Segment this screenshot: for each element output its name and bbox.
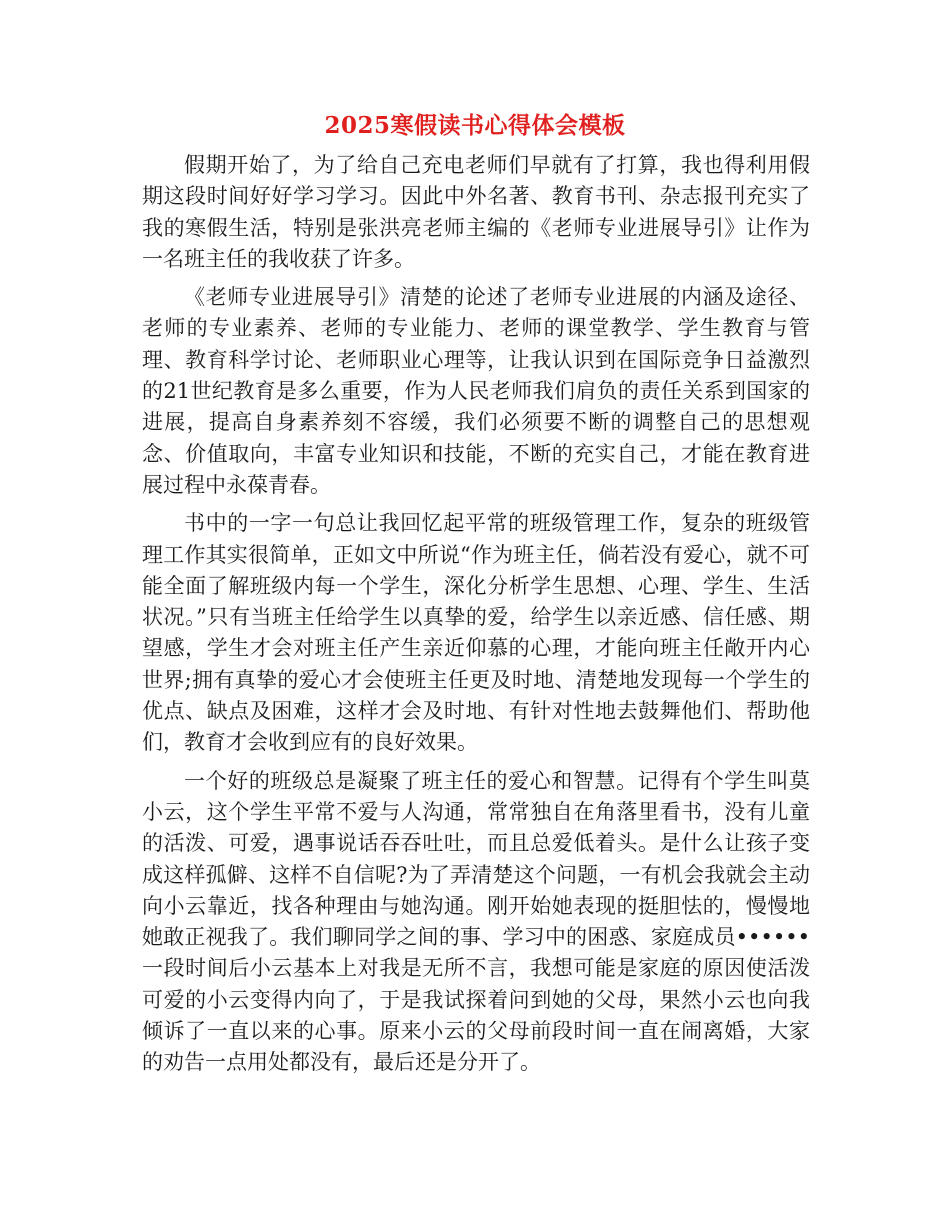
paragraph-1: 假期开始了，为了给自己充电老师们早就有了打算，我也得利用假期这段时间好好学习学习。因此中外名著、教育书刊、杂志报刊充实了我的寒假生活，特别是张洪亮老师主编的《老师专业进展导引》让作为一名班主任的我收获了许多。 [142, 153, 810, 271]
paragraph-2: 《老师专业进展导引》清楚的论述了老师专业进展的内涵及途径、老师的专业素养、老师的专业能力、老师的课堂教学、学生教育与管理、教育科学讨论、老师职业心理等，让我认识到在国际竞争日益激烈的21世纪教育是多么重要，作为人民老师我们肩负的责任关系到国家的进展，提高自身素养刻不容缓，我们必须要不断的调整自己的思想观念、价值取向，丰富专业知识和技能，不断的充实自己，才能在教育进展过程中永葆青春。 [142, 285, 810, 497]
document-title: 2025寒假读书心得体会模板 [324, 112, 626, 139]
paragraph-4: 一个好的班级总是凝聚了班主任的爱心和智慧。记得有个学生叫莫小云，这个学生平常不爱与人沟通，常常独自在角落里看书，没有儿童的活泼、可爱，遇事说话吞吞吐吐，而且总爱低着头。是什么让孩子变成这样孤僻、这样不自信呢?为了弄清楚这个问题，一有机会我就会主动向小云靠近，找各种理由与她沟通。刚开始她表现的挺胆怯的，慢慢地她敢正视我了。我们聊同学之间的事、学习中的困惑、家庭成员••••••一段时间后小云基本上对我是无所不言，我想可能是家庭的原因使活泼可爱的小云变得内向了，于是我试探着问到她的父母，果然小云也向我倾诉了一直以来的心事。原来小云的父母前段时间一直在闹离婚，大家的劝告一点用处都没有，最后还是分开了。 [142, 768, 810, 1075]
paragraph-3: 书中的一字一句总让我回忆起平常的班级管理工作，复杂的班级管理工作其实很简单，正如文中所说“作为班主任，倘若没有爱心，就不可能全面了解班级内每一个学生，深化分析学生思想、心理、学生、生活状况。”只有当班主任给学生以真挚的爱，给学生以亲近感、信任感、期望感，学生才会对班主任产生亲近仰慕的心理，才能向班主任敞开内心世界;拥有真挚的爱心才会使班主任更及时地、清楚地发现每一个学生的优点、缺点及困难，这样才会及时地、有针对性地去鼓舞他们、帮助他们，教育才会收到应有的良好效果。 [142, 511, 810, 755]
document-body [142, 150, 810, 1086]
